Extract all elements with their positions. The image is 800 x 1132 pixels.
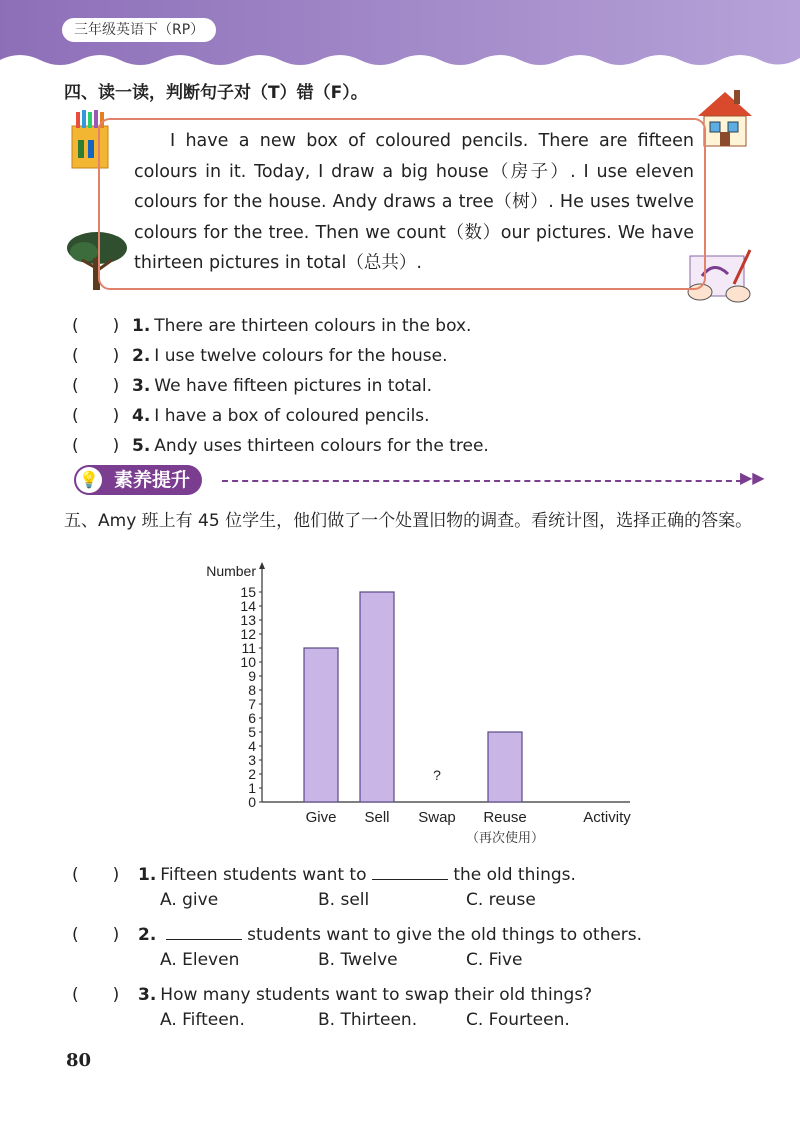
option-1c[interactable]: C. reuse [466, 890, 536, 910]
dashed-divider [222, 480, 742, 482]
option-2c[interactable]: C. Five [466, 950, 523, 970]
option-3a[interactable]: A. Fifteen. [160, 1010, 245, 1030]
answer-paren[interactable]: ( ) [72, 436, 120, 456]
tf-question-3: ( ) 3. We have fifteen pictures in total. [72, 371, 432, 396]
y-tick-label: 15 [240, 584, 256, 600]
y-tick-label: 9 [248, 668, 256, 684]
y-tick-label: 6 [248, 710, 256, 726]
y-tick-label: 4 [248, 738, 256, 754]
y-tick-label: 14 [240, 598, 256, 614]
bar-give [304, 648, 338, 802]
page-number: 80 [66, 1050, 92, 1071]
option-1b[interactable]: B. sell [318, 890, 370, 910]
y-tick-label: 1 [248, 780, 256, 796]
x-tick-label: Swap [418, 809, 456, 826]
y-tick-label: 7 [248, 696, 256, 712]
tf-question-5: ( ) 5. Andy uses thirteen colours for the tree. [72, 431, 489, 456]
y-tick-label: 12 [240, 626, 256, 642]
y-tick-label: 8 [248, 682, 256, 698]
double-arrow-icon: ▶▶ [740, 468, 765, 487]
x-tick-label: Reuse [483, 809, 527, 826]
bar-sell [360, 592, 394, 802]
y-tick-label: 0 [248, 794, 256, 810]
section-badge: 素养提升 [74, 465, 202, 495]
x-tick-label: Sell [364, 809, 390, 826]
option-3c[interactable]: C. Fourteen. [466, 1010, 570, 1030]
mc-question-1: ( ) 1. Fifteen students want to the old things. [72, 860, 576, 885]
mc-question-3: ( ) 3. How many students want to swap their old things? [72, 980, 592, 1005]
bar-chart [190, 560, 650, 850]
book-title: 三年级英语下（RP） [62, 18, 216, 42]
answer-paren[interactable]: ( ) [72, 346, 120, 366]
option-1a[interactable]: A. give [160, 890, 219, 910]
y-tick-label: 5 [248, 724, 256, 740]
x-tick-label: Activity [583, 809, 631, 826]
answer-paren[interactable]: ( ) [72, 376, 120, 396]
section4-title: 四、读一读，判断句子对（T）错（F）。 [64, 83, 368, 103]
bar-value-label: ? [433, 767, 441, 783]
answer-paren[interactable]: ( ) [72, 985, 120, 1005]
tf-question-4: ( ) 4. I have a box of coloured pencils. [72, 401, 430, 426]
option-2b[interactable]: B. Twelve [318, 950, 398, 970]
option-3b[interactable]: B. Thirteen. [318, 1010, 418, 1030]
option-2a[interactable]: A. Eleven [160, 950, 240, 970]
y-tick-label: 13 [240, 612, 256, 628]
answer-blank[interactable] [166, 925, 242, 940]
answer-paren[interactable]: ( ) [72, 865, 120, 885]
answer-paren[interactable]: ( ) [72, 925, 120, 945]
x-tick-sublabel: （再次使用） [465, 831, 545, 846]
x-tick-label: Give [305, 809, 337, 826]
answer-blank[interactable] [372, 865, 448, 880]
y-axis-label: Number [206, 563, 256, 579]
reading-passage: I have a new box of coloured pencils. There are fifteen colours in it. Today, I draw a big house（房子）. I use eleven colours for the house. Andy draws a tree（树）. He uses twelve colours for the tree. Then we count（数）our pictures. We have thirteen pictures in total（总共）. [134, 131, 694, 273]
mc-question-2: ( ) 2. students want to give the old things to others. [72, 920, 642, 945]
tf-question-1: ( ) 1. There are thirteen colours in the box. [72, 311, 471, 336]
bar-reuse [488, 732, 522, 802]
lightbulb-icon: 💡 [76, 467, 102, 493]
y-tick-label: 2 [248, 766, 256, 782]
y-tick-label: 10 [240, 654, 256, 670]
y-tick-label: 3 [248, 752, 256, 768]
tf-question-2: ( ) 2. I use twelve colours for the house. [72, 341, 448, 366]
answer-paren[interactable]: ( ) [72, 406, 120, 426]
answer-paren[interactable]: ( ) [72, 316, 120, 336]
y-tick-label: 11 [241, 640, 256, 656]
section5-intro: 五、Amy 班上有 45 位学生，他们做了一个处置旧物的调查。看统计图，选择正确的答案。 [64, 511, 753, 531]
y-axis-arrow [259, 562, 265, 569]
